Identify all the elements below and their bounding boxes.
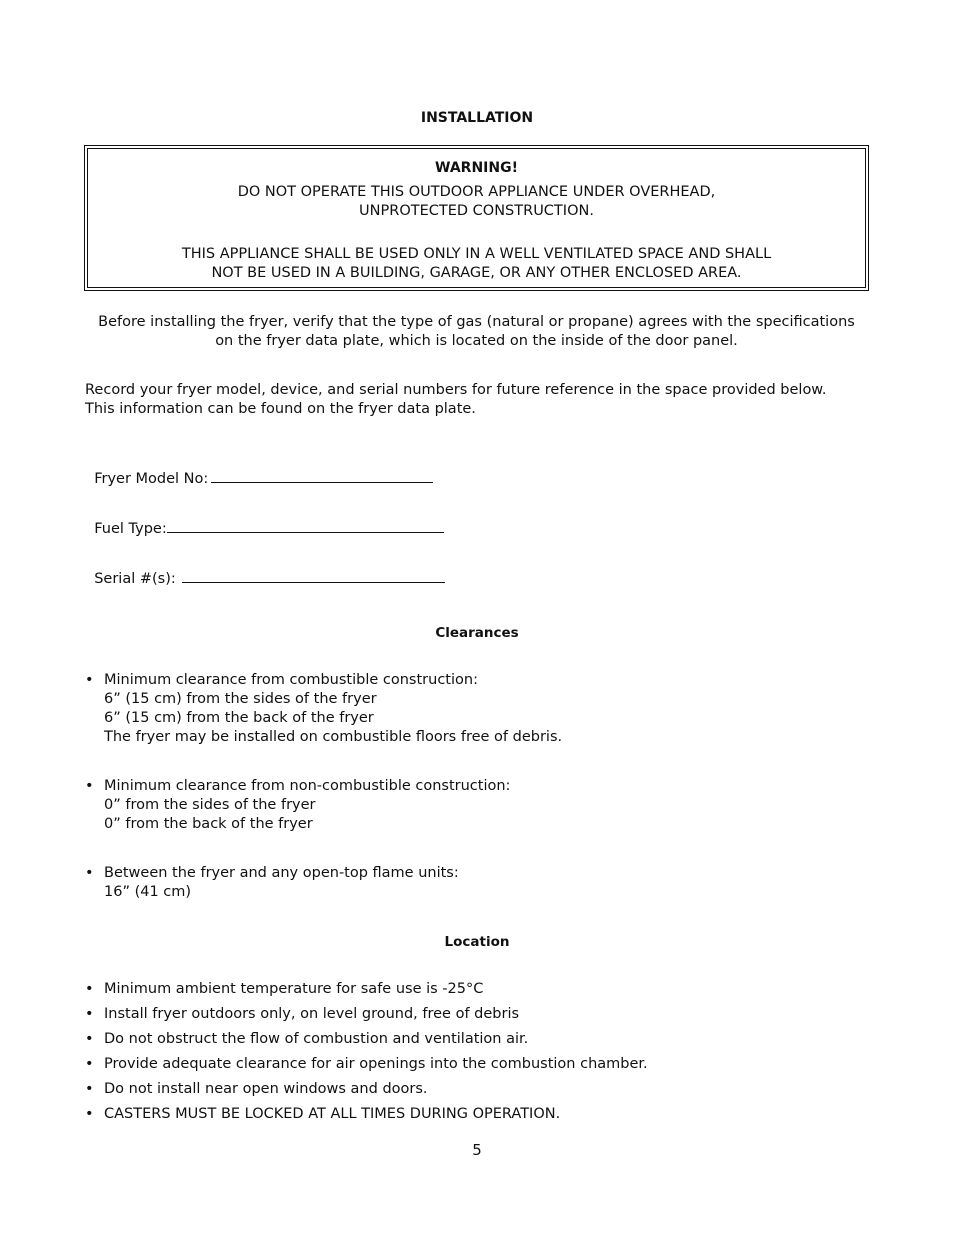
warning-box — [84, 145, 869, 291]
serial-label: Serial #(s): — [94, 571, 176, 587]
page-number: 5 — [472, 1141, 482, 1159]
list-item-text: Do not obstruct the flow of combustion and ventilation air. — [104, 1031, 529, 1047]
fuel-field — [85, 501, 444, 537]
fuel-blank-line — [167, 517, 444, 533]
list-item-text: Install fryer outdoors only, on level ground, free of debris — [104, 1006, 520, 1022]
bullet: • — [85, 1031, 94, 1047]
list-item-text: Minimum ambient temperature for safe use is -25°C — [104, 981, 484, 997]
list-item — [85, 1030, 648, 1055]
record-line: Record your fryer model, device, and serial numbers for future reference in the space provided below. — [85, 382, 827, 398]
bullet: • — [85, 1106, 94, 1122]
bullet: • — [85, 1006, 94, 1022]
bullet: • — [85, 778, 94, 794]
clearance-combustible — [85, 671, 562, 747]
warning-paragraph-1 — [88, 183, 865, 221]
clearance-detail: 6” (15 cm) from the sides of the fryer — [104, 691, 377, 707]
list-item-text: Do not install near open windows and doors. — [104, 1081, 428, 1097]
model-label: Fryer Model No: — [94, 471, 209, 487]
warning-line: UNPROTECTED CONSTRUCTION. — [359, 203, 594, 219]
intro-paragraph — [84, 313, 869, 351]
list-item-text: CASTERS MUST BE LOCKED AT ALL TIMES DURING OPERATION. — [104, 1106, 561, 1122]
bullet: • — [85, 1081, 94, 1097]
intro-line: on the fryer data plate, which is located on the inside of the door panel. — [215, 333, 738, 349]
serial-field — [85, 551, 445, 587]
list-item — [85, 1080, 648, 1105]
warning-heading: WARNING! — [435, 160, 518, 176]
clearance-lead: Between the fryer and any open-top flame units: — [104, 865, 459, 881]
intro-line: Before installing the fryer, verify that the type of gas (natural or propane) agrees with the specifications — [98, 314, 855, 330]
record-paragraph — [85, 381, 875, 419]
list-item — [85, 1105, 648, 1130]
clearance-lead: Minimum clearance from combustible construction: — [104, 672, 478, 688]
location-list — [85, 980, 648, 1130]
warning-line: NOT BE USED IN A BUILDING, GARAGE, OR ANY OTHER ENCLOSED AREA. — [211, 265, 742, 281]
page-title: INSTALLATION — [420, 110, 534, 126]
clearance-noncombustible — [85, 777, 510, 834]
clearance-detail: The fryer may be installed on combustible floors free of debris. — [104, 729, 563, 745]
warning-paragraph-2 — [88, 245, 865, 283]
clearance-detail: 6” (15 cm) from the back of the fryer — [104, 710, 374, 726]
record-line: This information can be found on the fryer data plate. — [85, 401, 476, 417]
clearances-heading: Clearances — [435, 625, 519, 641]
list-item — [85, 1055, 648, 1080]
clearance-detail: 0” from the back of the fryer — [104, 816, 313, 832]
bullet: • — [85, 865, 94, 881]
bullet: • — [85, 1056, 94, 1072]
list-item-text: Provide adequate clearance for air openings into the combustion chamber. — [104, 1056, 648, 1072]
warning-line: THIS APPLIANCE SHALL BE USED ONLY IN A WELL VENTILATED SPACE AND SHALL — [181, 246, 772, 262]
location-heading: Location — [444, 934, 510, 950]
list-item — [85, 980, 648, 1005]
bullet: • — [85, 672, 94, 688]
fuel-label: Fuel Type: — [94, 521, 167, 537]
clearance-flame — [85, 864, 459, 902]
serial-blank-line — [182, 567, 445, 583]
warning-line: DO NOT OPERATE THIS OUTDOOR APPLIANCE UNDER OVERHEAD, — [237, 184, 716, 200]
clearance-detail: 0” from the sides of the fryer — [104, 797, 316, 813]
model-blank-line — [211, 467, 433, 483]
model-field — [85, 451, 433, 487]
list-item — [85, 1005, 648, 1030]
clearance-lead: Minimum clearance from non-combustible construction: — [104, 778, 511, 794]
clearance-detail: 16” (41 cm) — [104, 884, 192, 900]
bullet: • — [85, 981, 94, 997]
